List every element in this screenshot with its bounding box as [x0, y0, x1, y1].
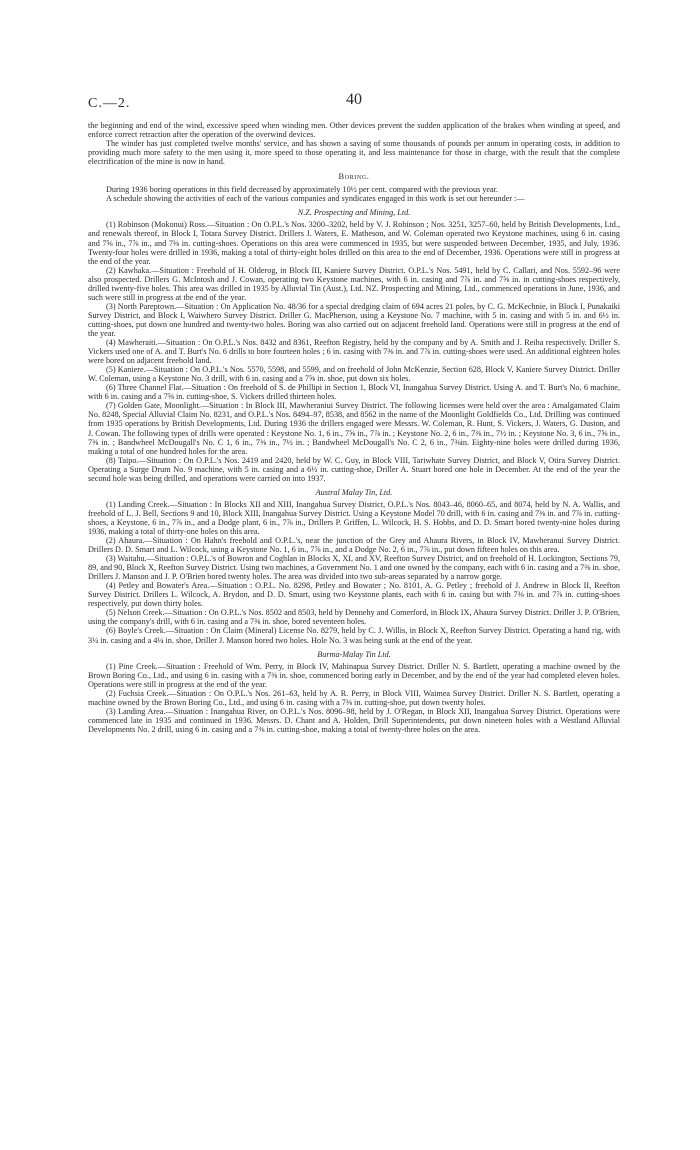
- nz-item-3: (3) North Pareptown.—Situation : On Application No. 48/36 for a special dredging claim of 694 acres 21 poles, by C. G. McKechnie, in Block I, Punakaiki Survey District, and Block I, Waiwhero Survey District. Driller G. MacPherson, using a Keystone No. 7 machine, with 5 in. casing and with 5 in. and 6½ in. cutting-shoes, put down one hundred and twenty-two holes. Boring was also carried out on adjacent freehold land. Operations were still in progress at the end of the year.: [88, 301, 620, 338]
- boring-paragraph-2: A schedule showing the activities of each of the various companies and syndicates engaged in this work is set out hereunder :—: [106, 194, 525, 204]
- austral-item-3: (3) Waitahu.—Situation : O.P.L.'s of Bowron and Coghlan in Blocks X, XI, and XV, Reefton Survey District, and on freehold of H. Lockington, Sections 79, 89, and 90, Block X, Reefton Survey District. Using two machines, a Government No. 1 and one owned by the company, each with 6 in. casing and a 7⅜ in. shoe, Drillers J. Manson and J. P. O'Brien bored twenty holes. The area was divided into two sub-areas separated by a narrow gorge.: [88, 554, 620, 582]
- nz-item-2: (2) Kawhaka.—Situation : Freehold of H. Olderog, in Block III, Kaniere Survey District. O.P.L.'s Nos. 5491, held by C. Callari, and Nos. 5592–96 were also prospected. Drillers G. McIntosh and J. Cowan, operating two Keystone machines, with 6 in. casing and 7⅞ in. and 7⅝ in. in cutting-shoes respectively, drilled twenty-five holes. This area was drilled in 1935 by Alluvial Tin (Aust.), Ltd. NZ. Prospecting and Mining, Ltd., commenced operations in June, 1936, and such were still in progress at the end of the year.: [88, 265, 620, 302]
- austral-malay-heading: Austral Malay Tin, Ltd.: [315, 487, 393, 497]
- boring-heading: Boring.: [338, 172, 370, 182]
- winding-paragraph-2: The winder has just completed twelve months' service, and has shown a saving of some thousands of pounds per annum in operating costs, in addition to providing much more safety to the men using it, more speed to those operating it, and less maintenance for those in charge, with the result that the complete electrification of the mine is now in hand.: [88, 139, 620, 167]
- nz-item-8: (8) Taipo.—Situation : On O.P.L.'s Nos. 2419 and 2420, held by W. C. Guy, in Block VIII, Tariwhate Survey District, and Block V, Otira Survey District. Operating a Surge Drum No. 9 machine, with 5 in. casing and a 6½ in. cutting-shoe, Driller A. Stuart bored one hole in December. At the end of the year the second hole was being drilled, and operations were carried on into 1937.: [88, 455, 620, 483]
- austral-item-4: (4) Petley and Bowater's Area.—Situation : O.P.L. No. 8298, Petley and Bowater ; No. 8101, A. G. Petley ; freehold of J. Andrew in Block II, Reefton Survey District. Drillers L. Wilcock, A. Brydon, and D. D. Smart, using two Keystone plants, each with 6 in. casing but with 7⅜ in. and 7⅞ in. cutting-shoes respectively, put down thirty holes.: [88, 581, 620, 609]
- burma-malay-heading: Burma-Malay Tin Ltd.: [317, 649, 391, 659]
- austral-item-2: (2) Ahaura.—Situation : On Hahn's freehold and O.P.L.'s, near the junction of the Grey and Ahaura Rivers, in Block IV, Mawheranui Survey District. Drillers D. D. Smart and L. Wilcock, using a Keystone No. 1, 6 in., 7⅞ in., and a Dodge No. 2, 6 in., 7⅞ in., put down fifteen holes on this area.: [88, 536, 620, 555]
- austral-item-5: (5) Nelson Creek.—Situation : On O.P.L.'s Nos. 8502 and 8503, held by Dennehy and Comerford, in Block IX, Ahaura Survey District. Driller J. P. O'Brien, using the company's drill, with 6 in. casing and a 7⅜ in. shoe, bored seventeen holes.: [88, 608, 620, 627]
- burma-item-3: (3) Landing Area.—Situation : Inangahua River, on O.P.L.'s Nos. 8096–98, held by J. O'Regan, in Block XII, Inangahua Survey District. Operations were commenced late in 1935 and continued in 1936. Messrs. D. Chant and A. Holden, Drill Superintendents, put down nineteen holes with a Westland Alluvial Developments No. 2 drill, using 6 in. casing and a 7⅜ in. cutting-shoe, making a total of twenty-three holes on the area.: [88, 706, 620, 734]
- austral-item-6: (6) Boyle's Creek.—Situation : On Claim (Mineral) License No. 8279, held by C. J. Willis, in Block X, Reefton Survey District. Operating a hand rig, with 3¼ in. casing and a 4¼ in. shoe, Driller J. Manson bored two holes. Hole No. 3 was being sunk at the end of the year.: [88, 626, 620, 645]
- document-page: [88, 91, 620, 734]
- nz-item-7: (7) Golden Gate, Moonlight.—Situation : In Block III, Mawheraniui Survey District. The following licenses were held over the area : Amalgamated Claim No. 8248, Special Alluvial Claim No. 8231, and O.P.L.'s Nos. 8494–97, 8538, and 8562 in the name of the Moonlight Goldfields Co., Ltd. Drilling was continued from 1935 operations by British Developments, Ltd. During 1936 the drillers engaged were Messrs. W. Coleman, R. Hunt, S. Vickers, J. Waters, G. Duston, and J. Cowan. The following types of drills were operated : Keystone No. 1, 6 in., 7⅝ in., 7⅞ in. ; Keystone No. 2, 6 in., 7⅜ in., 7½ in. ; Keystone No. 3, 6 in., 7⅝ in., 7⅜ in. ; Bandwheel McDougall's No. C 1, 6 in., 7⅜ in., 7½ in. ; Bandwheel McDougall's No. C 2, 6 in., 7⅜in. Eighty-nine holes were drilled during 1936, making a total of one hundred holes for the area.: [88, 401, 620, 456]
- burma-item-1: (1) Pine Creek.—Situation : Freehold of Wm. Perry, in Block IV, Mahinapua Survey District. Driller N. S. Bartlett, operating a machine owned by the Brown Boring Co., Ltd., and using 6 in. casing with a 7⅜ in. shoe, commenced boring early in December, and by the end of the year had completed eleven holes. Operations were still in progress at the end of the year.: [88, 661, 620, 689]
- page-header: [88, 91, 620, 121]
- document-reference: C.—2.: [88, 96, 131, 111]
- nz-item-5: (5) Kaniere.—Situation : On O.P.L.'s Nos. 5570, 5598, and 5599, and on freehold of John McKenzie, Section 628, Block V, Kaniere Survey District. Driller W. Coleman, using a Keystone No. 3 drill, with 6 in. casing and a 7⅝ in. shoe, put down six holes.: [88, 365, 620, 384]
- nz-item-4: (4) Mawheraiti.—Situation : On O.P.L.'s Nos. 8432 and 8361, Reefton Registry, held by the company and by A. Smith and J. Reiha respectively. Driller S. Vickers used one of A. and T. Burt's No. 6 drills to bore fourteen holes ; 6 in. casing with 7⅜ in. and 7⅞ in. cutting-shoes were used. An additional eighteen holes were bored on adjacent freehold land.: [88, 338, 620, 366]
- nz-prospecting-heading: N.Z. Prospecting and Mining, Ltd.: [297, 208, 411, 218]
- boring-paragraph-1: During 1936 boring operations in this field decreased by approximately 10½ per cent. compared with the previous year.: [106, 185, 498, 195]
- burma-item-2: (2) Fuchsia Creek.—Situation : On O.P.L.'s Nos. 261–63, held by A. R. Perry, in Block VIII, Waimea Survey District. Driller N. S. Bartlett, operating a machine owned by the Brown Boring Co., Ltd., and using 6 in. casing with a 7⅜ in. cutting-shoe, put down twenty holes.: [88, 688, 620, 707]
- nz-item-6: (6) Three Channel Flat.—Situation : On freehold of S. de Phillipi in Section 1, Block VI, Inangahua Survey District. Using A. and T. Burt's No. 6 machine, with 6 in. casing and a 7⅝ in. cutting-shoe, S. Vickers drilled thirteen holes.: [88, 383, 620, 402]
- nz-item-1: (1) Robinson (Mokonui) Ross.—Situation : On O.P.L.'s Nos. 3200–3202, held by V. J. Robinson ; Nos. 3251, 3257–60, held by British Developments, Ltd., and renewals thereof, in Block I, Totara Survey District. Drillers J. Waters, E. Matheson, and W. Coleman operated two Keystone machines, using 6 in. casing and 7⅝ in., 7⅞ in., and 7⅜ in. cutting-shoes. Operations on this area were commenced in 1935, but were suspended between December, 1935, and July, 1936. Twenty-four holes were drilled in 1936, making a total of thirty-eight holes drilled on this area to the end of December, 1936. Operations were still in progress at the end of the year.: [88, 220, 620, 266]
- austral-item-1: (1) Landing Creek.—Situation : In Blocks XII and XIII, Inangahua Survey District, O.P.L.'s Nos. 8043–46, 8060–65, and 8074, held by N. A. Wallis, and freehold of L. J. Bell, Sections 9 and 10, Block XIII, Inangahua Survey District. Using a Keystone Model 70 drill, with 6 in. casing and 7⅜ in. and 7⅞ in. cutting-shoes, a Keystone, 6 in., 7⅞ in., and a Dodge plant, 6 in., 7⅞ in., Drillers P. Griffen, L. Wilcock, H. S. Hobbs, and D. D. Smart bored twenty-nine holes during 1936, making a total of thirty-one holes on this area.: [88, 499, 620, 536]
- winding-paragraph-1: the beginning and end of the wind, excessive speed when winding men. Other devices prevent the sudden application of the brakes when winding at speed, and enforce correct retraction after the operation of the overwind devices.: [88, 121, 620, 140]
- page-number: 40: [346, 91, 362, 108]
